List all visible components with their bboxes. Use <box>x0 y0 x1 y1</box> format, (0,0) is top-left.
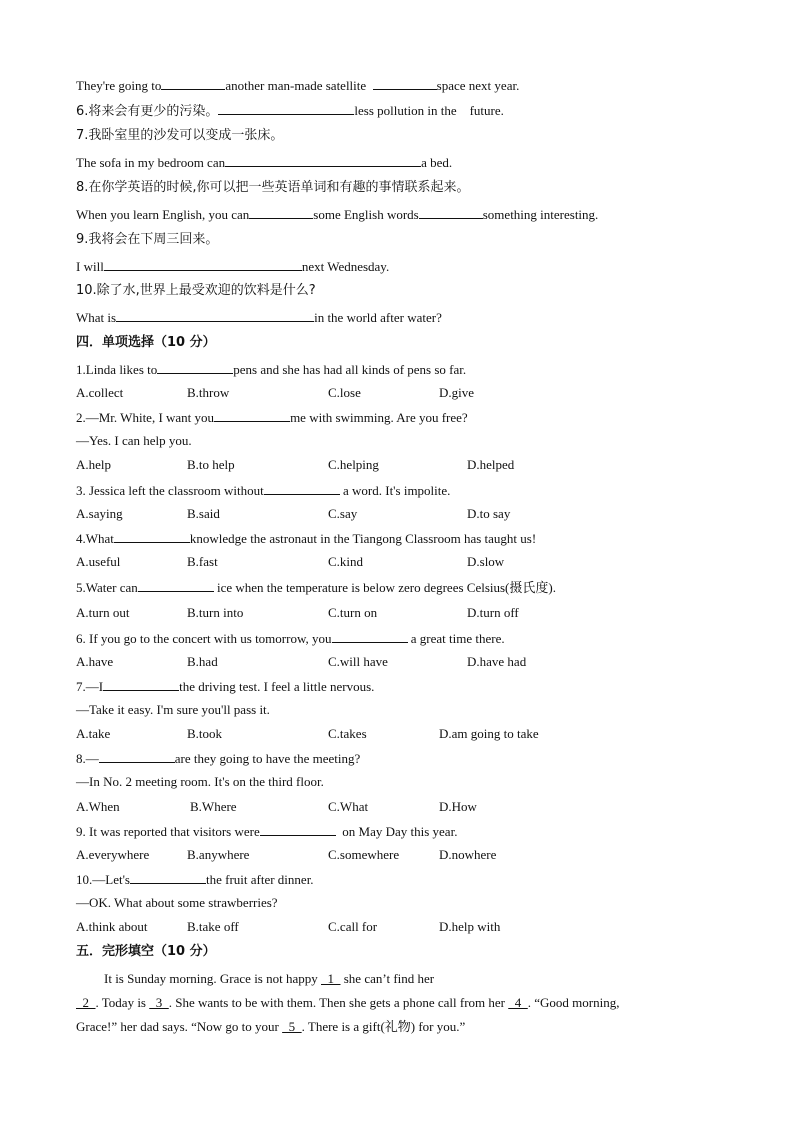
cloze-blank-1[interactable]: 1 <box>321 971 341 986</box>
answer-blank[interactable] <box>104 258 302 271</box>
text: . There is a gift(礼物) for you.” <box>301 1019 466 1034</box>
cloze-paragraph-line-2 <box>76 995 619 1011</box>
chinese-prompt-q10: 10.除了水,世界上最受欢迎的饮料是什么? <box>76 283 316 298</box>
question-7 <box>76 678 374 695</box>
text: 6. If you go to the concert with us tomorrow, you <box>76 631 332 646</box>
text: some English words <box>313 207 419 222</box>
cloze-paragraph-line-1 <box>104 971 434 987</box>
text: 8.— <box>76 751 99 766</box>
question-7-reply: —Take it easy. I'm sure you'll pass it. <box>76 702 270 717</box>
chinese-prompt-q8: 8.在你学英语的时候,你可以把一些英语单词和有趣的事情联系起来。 <box>76 180 470 195</box>
translation-q6-line <box>76 102 504 120</box>
option-c[interactable]: C.takes <box>328 726 367 741</box>
text: space next year. <box>436 78 520 93</box>
text: 10.—Let's <box>76 872 130 887</box>
option-c[interactable]: C.kind <box>328 554 364 569</box>
option-d[interactable]: D.have had <box>467 654 527 669</box>
question-8-reply: —In No. 2 meeting room. It's on the third floor. <box>76 774 324 789</box>
translation-q8-line <box>76 206 598 223</box>
section-title-multiple-choice: 四．单项选择（10 分） <box>76 335 216 350</box>
answer-blank[interactable] <box>138 579 214 592</box>
text: When you learn English, you can <box>76 207 250 222</box>
answer-blank[interactable] <box>103 678 179 691</box>
text: . “Good morning, <box>527 995 620 1010</box>
cloze-paragraph-line-3 <box>76 1019 465 1035</box>
answer-blank[interactable] <box>419 206 483 219</box>
option-b[interactable]: B.took <box>187 726 223 741</box>
option-a[interactable]: A.everywhere <box>76 847 150 862</box>
text: in the world after water? <box>314 310 442 325</box>
text: next Wednesday. <box>301 259 390 274</box>
text: What is <box>76 310 117 325</box>
text: The sofa in my bedroom can <box>76 155 226 170</box>
option-c[interactable]: C.lose <box>328 385 361 400</box>
answer-blank[interactable] <box>264 482 340 495</box>
option-a[interactable]: A.have <box>76 654 114 669</box>
question-2 <box>76 409 468 426</box>
answer-blank[interactable] <box>260 823 336 836</box>
option-d[interactable]: D.turn off <box>467 605 519 620</box>
text: 1.Linda likes to <box>76 362 158 377</box>
option-c[interactable]: C.somewhere <box>328 847 400 862</box>
chinese-prompt-q9: 9.我将会在下周三回来。 <box>76 232 219 247</box>
section-title-cloze: 五．完形填空（10 分） <box>76 944 216 959</box>
option-a[interactable]: A.think about <box>76 919 148 934</box>
answer-blank[interactable] <box>249 206 313 219</box>
text: are they going to have the meeting? <box>174 751 361 766</box>
text: 3. Jessica left the classroom without <box>76 483 264 498</box>
option-d[interactable]: D.slow <box>467 554 505 569</box>
text: Grace!” her dad says. “Now go to your <box>76 1019 283 1034</box>
question-6 <box>76 630 505 647</box>
answer-blank[interactable] <box>116 309 314 322</box>
option-d[interactable]: D.to say <box>467 506 511 521</box>
option-a[interactable]: A.turn out <box>76 605 130 620</box>
text: on May Day this year. <box>335 824 458 839</box>
question-1 <box>76 361 466 378</box>
option-a[interactable]: A.collect <box>76 385 124 400</box>
chinese-prompt: 6.将来会有更少的污染。 <box>76 104 219 119</box>
option-c[interactable]: C.will have <box>328 654 388 669</box>
option-a[interactable]: A.take <box>76 726 111 741</box>
cloze-blank-4[interactable]: 4 <box>508 995 528 1010</box>
option-b[interactable]: B.anywhere <box>187 847 250 862</box>
text: . Today is <box>95 995 150 1010</box>
text: a bed. <box>421 155 453 170</box>
cloze-blank-2[interactable]: 2 <box>76 995 96 1010</box>
text: 7.—I <box>76 679 104 694</box>
translation-q9-line <box>76 258 389 275</box>
answer-blank[interactable] <box>373 77 437 90</box>
answer-blank[interactable] <box>99 750 175 763</box>
question-10 <box>76 871 314 888</box>
text: 4.What <box>76 531 114 546</box>
text: something interesting. <box>482 207 599 222</box>
text: a word. It's impolite. <box>339 483 451 498</box>
answer-blank[interactable] <box>114 530 190 543</box>
text: 5.Water can <box>76 580 138 595</box>
answer-blank[interactable] <box>130 871 206 884</box>
text: she can’t find her <box>340 971 435 986</box>
option-c[interactable]: C.What <box>328 799 369 814</box>
answer-blank[interactable] <box>214 409 290 422</box>
cloze-blank-5[interactable]: 5 <box>282 1019 302 1034</box>
text: . She wants to be with them. Then she gets a phone call from her <box>168 995 509 1010</box>
question-5 <box>76 579 556 596</box>
text: 9. It was reported that visitors were <box>76 824 260 839</box>
question-8 <box>76 750 360 767</box>
option-d[interactable]: D.How <box>439 799 477 814</box>
answer-blank[interactable] <box>161 77 225 90</box>
option-b[interactable]: B.fast <box>187 554 218 569</box>
translation-q10-line <box>76 309 442 326</box>
question-3 <box>76 482 450 499</box>
option-b[interactable]: B.said <box>187 506 220 521</box>
option-c[interactable]: C.helping <box>328 457 379 472</box>
option-d[interactable]: D.give <box>439 385 475 400</box>
option-b[interactable]: B.to help <box>187 457 235 472</box>
text: me with swimming. Are you free? <box>290 410 468 425</box>
question-10-reply: —OK. What about some strawberries? <box>76 895 278 910</box>
text: the fruit after dinner. <box>205 872 314 887</box>
question-9 <box>76 823 457 840</box>
translation-q5-line <box>76 77 519 94</box>
answer-blank[interactable] <box>218 102 354 115</box>
option-c[interactable]: C.turn on <box>328 605 378 620</box>
option-b[interactable]: B.Where <box>190 799 237 814</box>
question-4 <box>76 530 536 547</box>
cloze-blank-3[interactable]: 3 <box>149 995 169 1010</box>
question-2-reply: —Yes. I can help you. <box>76 433 192 448</box>
text: pens and she has had all kinds of pens so far. <box>233 362 467 377</box>
chinese-prompt-q7: 7.我卧室里的沙发可以变成一张床。 <box>76 128 284 143</box>
text: ice when the temperature is below zero degrees Celsius(摄氏度). <box>213 580 556 595</box>
text: I will <box>76 259 104 274</box>
text: the driving test. I feel a little nervous. <box>179 679 375 694</box>
text: 2.—Mr. White, I want you <box>76 410 215 425</box>
option-a[interactable]: A.saying <box>76 506 123 521</box>
option-d[interactable]: D.am going to take <box>439 726 539 741</box>
text: It is Sunday morning. Grace is not happy <box>104 971 321 986</box>
option-d[interactable]: D.nowhere <box>439 847 497 862</box>
option-a[interactable]: A.help <box>76 457 112 472</box>
text: a great time there. <box>407 631 505 646</box>
option-b[interactable]: B.take off <box>187 919 239 934</box>
option-b[interactable]: B.had <box>187 654 218 669</box>
text: less pollution in the future. <box>354 103 504 118</box>
option-a[interactable]: A.useful <box>76 554 121 569</box>
text: another man-made satellite <box>225 78 367 93</box>
option-c[interactable]: C.call for <box>328 919 378 934</box>
answer-blank[interactable] <box>157 361 233 374</box>
option-d[interactable]: D.help with <box>439 919 501 934</box>
option-d[interactable]: D.helped <box>467 457 515 472</box>
text: They're going to <box>76 78 162 93</box>
option-a[interactable]: A.When <box>76 799 120 814</box>
translation-q7-line <box>76 154 452 171</box>
text: knowledge the astronaut in the Tiangong Classroom has taught us! <box>189 531 537 546</box>
answer-blank[interactable] <box>332 630 408 643</box>
option-c[interactable]: C.say <box>328 506 358 521</box>
answer-blank[interactable] <box>225 154 421 167</box>
option-b[interactable]: B.throw <box>187 385 230 400</box>
option-b[interactable]: B.turn into <box>187 605 244 620</box>
